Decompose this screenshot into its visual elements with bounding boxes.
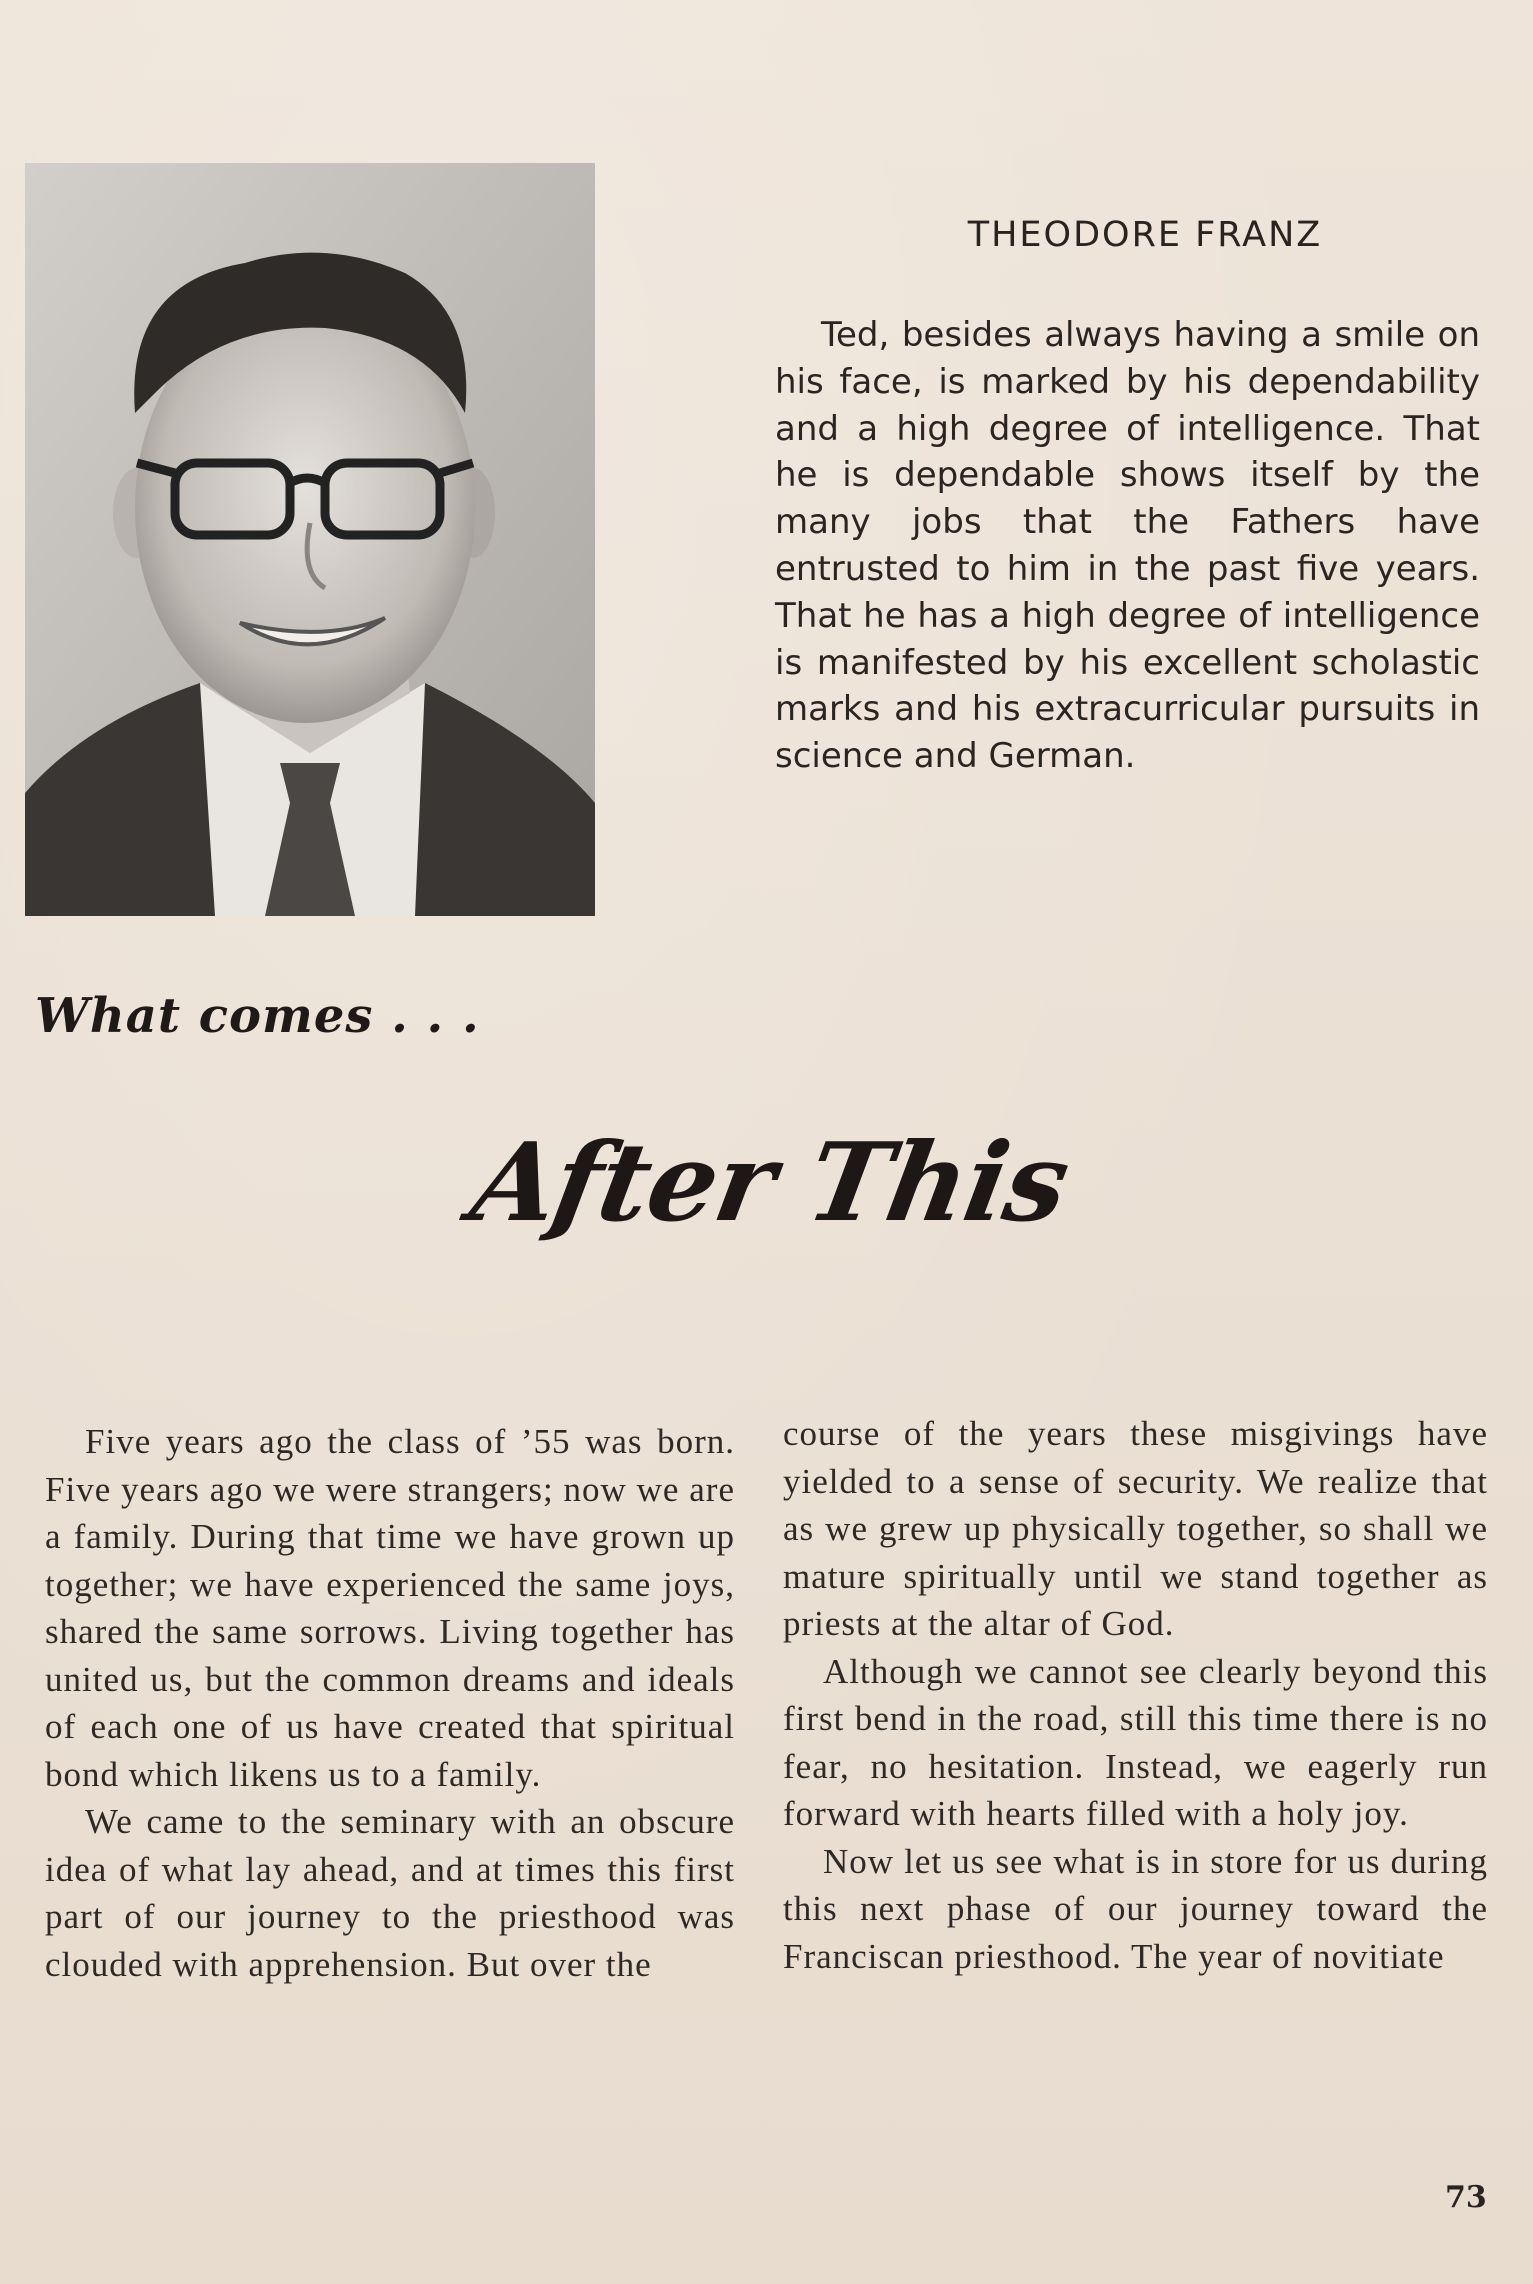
portrait-photo bbox=[25, 163, 595, 916]
article-column-right bbox=[783, 1410, 1488, 1980]
page-number: 73 bbox=[1445, 2180, 1487, 2215]
article-column-left bbox=[45, 1418, 735, 1988]
article-title: After This bbox=[462, 1120, 1078, 1246]
profile-name: THEODORE FRANZ bbox=[967, 215, 1323, 255]
article-paragraph: Although we cannot see clearly beyond this first bend in the road, still this time there is no fear, no hesitation. Instead, we eagerly run forward with hearts filled with a holy joy. bbox=[783, 1651, 1488, 1833]
portrait-illustration bbox=[25, 163, 595, 916]
profile-bio: Ted, besides always having a smile on his face, is marked by his dependability and a high degree of intelligence. That he is dependable shows itself by the many jobs that the Fathers have entrusted to him in the past five years. That he has a high degree of intelligence is manifested by his excellent scholastic marks and his extracurricular pursuits in science and German. bbox=[775, 315, 1480, 777]
article-paragraph: Now let us see what is in store for us during this next phase of our journey toward the Franciscan priesthood. The year of novitiate bbox=[783, 1841, 1488, 1976]
article-kicker: What comes . . . bbox=[35, 988, 480, 1044]
article-paragraph: We came to the seminary with an obscure idea of what lay ahead, and at times this first part of our journey to the priesthood was clouded with apprehension. But over the bbox=[45, 1802, 735, 1984]
article-paragraph: course of the years these misgivings have yielded to a sense of security. We realize that as we grew up physically together, so shall we mature spiritually until we stand together as priests at the altar of God. bbox=[783, 1414, 1488, 1643]
article-paragraph: Five years ago the class of ’55 was born. Five years ago we were strangers; now we are a family. During that time we have grown up together; we have experienced the same joys, shared the same sorrows. Living together has united us, but the common dreams and ideals of each one of us have created that spiritual bond which likens us to a family. bbox=[45, 1422, 735, 1794]
